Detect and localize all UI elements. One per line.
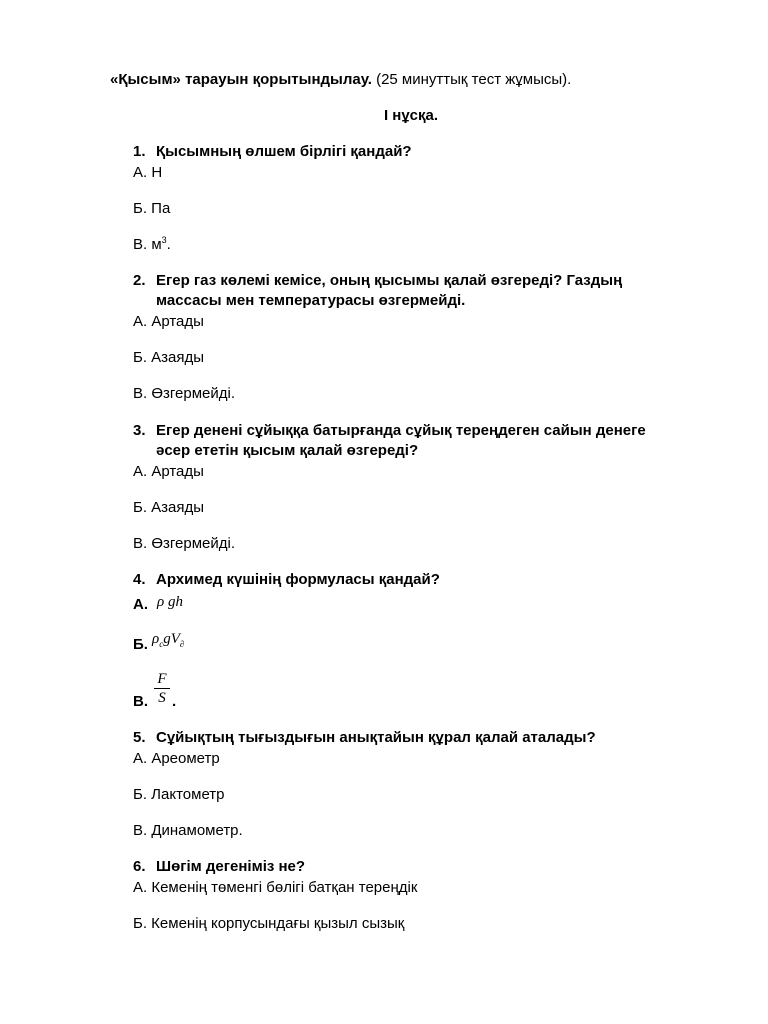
- question-text: Егер денені сұйыққа батырғанда сұйық тереңдеген сайын денеге әсер ететін қысым қалай өзгереді?: [156, 422, 646, 459]
- document-title: [110, 70, 571, 90]
- question-number: 1.: [133, 143, 146, 160]
- q2-option-c: В. Өзгермейді.: [133, 385, 235, 402]
- question-1: [133, 142, 412, 162]
- question-text: Шөгім дегеніміз не?: [156, 858, 306, 875]
- question-number: 6.: [133, 858, 146, 875]
- q4-formula-c: [152, 670, 172, 707]
- question-number: 5.: [133, 729, 146, 746]
- q1-option-c: [133, 235, 171, 255]
- q4-formula-b: [152, 629, 184, 654]
- q1-option-a: А. Н: [133, 164, 163, 181]
- fraction-denominator: S: [158, 690, 166, 706]
- question-text: Егер газ көлемі кемісе, оның қысымы қалай өзгереді? Газдың массасы мен температурасы өзгермейді.: [156, 272, 623, 309]
- question-3: [133, 421, 646, 459]
- q1-option-c-dot: .: [166, 236, 171, 253]
- title-note: (25 минуттық тест жұмысы).: [371, 71, 572, 88]
- formula-gv: gV: [163, 631, 180, 647]
- formula-rho: ρ: [152, 631, 160, 647]
- q3-option-c: В. Өзгермейді.: [133, 535, 235, 552]
- question-4: [133, 570, 440, 590]
- q1-option-b: Б. Па: [133, 200, 171, 217]
- question-5: [133, 728, 596, 748]
- q4-option-a-label: А.: [133, 596, 148, 613]
- question-text: Архимед күшінің формуласы қандай?: [156, 571, 440, 588]
- question-number: 4.: [133, 571, 146, 588]
- q6-option-a: А. Кеменің төменгі бөлігі батқан тереңдік: [133, 879, 418, 896]
- q4-option-c-label: В.: [133, 693, 148, 710]
- formula-sub-d: ∂: [179, 639, 185, 649]
- q4-option-c-dot: .: [172, 693, 177, 710]
- formula-sub-c: c: [159, 639, 164, 649]
- q5-option-a: А. Ареометр: [133, 750, 220, 767]
- q1-option-c-text: В. м: [133, 236, 162, 253]
- q6-option-b: Б. Кеменің корпусындағы қызыл сызық: [133, 915, 405, 932]
- question-number: 3.: [133, 422, 146, 439]
- variant-heading: І нұсқа.: [383, 107, 439, 124]
- question-6: [133, 857, 306, 877]
- q4-option-b-label: Б.: [133, 636, 148, 653]
- q1-option-c-sup: 3: [161, 235, 167, 245]
- q5-option-b: Б. Лактометр: [133, 786, 225, 803]
- q3-option-b: Б. Азаяды: [133, 499, 205, 516]
- q2-option-b: Б. Азаяды: [133, 349, 205, 366]
- q5-option-c: В. Динамометр.: [133, 822, 243, 839]
- title-bold: «Қысым» тарауын қорытындылау.: [110, 71, 372, 88]
- q4-formula-a: ρ gh: [157, 594, 183, 610]
- q3-option-a: А. Артады: [133, 463, 204, 480]
- question-2: [133, 271, 623, 309]
- fraction-numerator: F: [157, 671, 167, 687]
- question-text: Қысымның өлшем бірлігі қандай?: [156, 143, 412, 160]
- question-text: Сұйықтың тығыздығын анықтайын құрал қалай аталады?: [156, 729, 596, 746]
- q2-option-a: А. Артады: [133, 313, 204, 330]
- question-number: 2.: [133, 272, 146, 289]
